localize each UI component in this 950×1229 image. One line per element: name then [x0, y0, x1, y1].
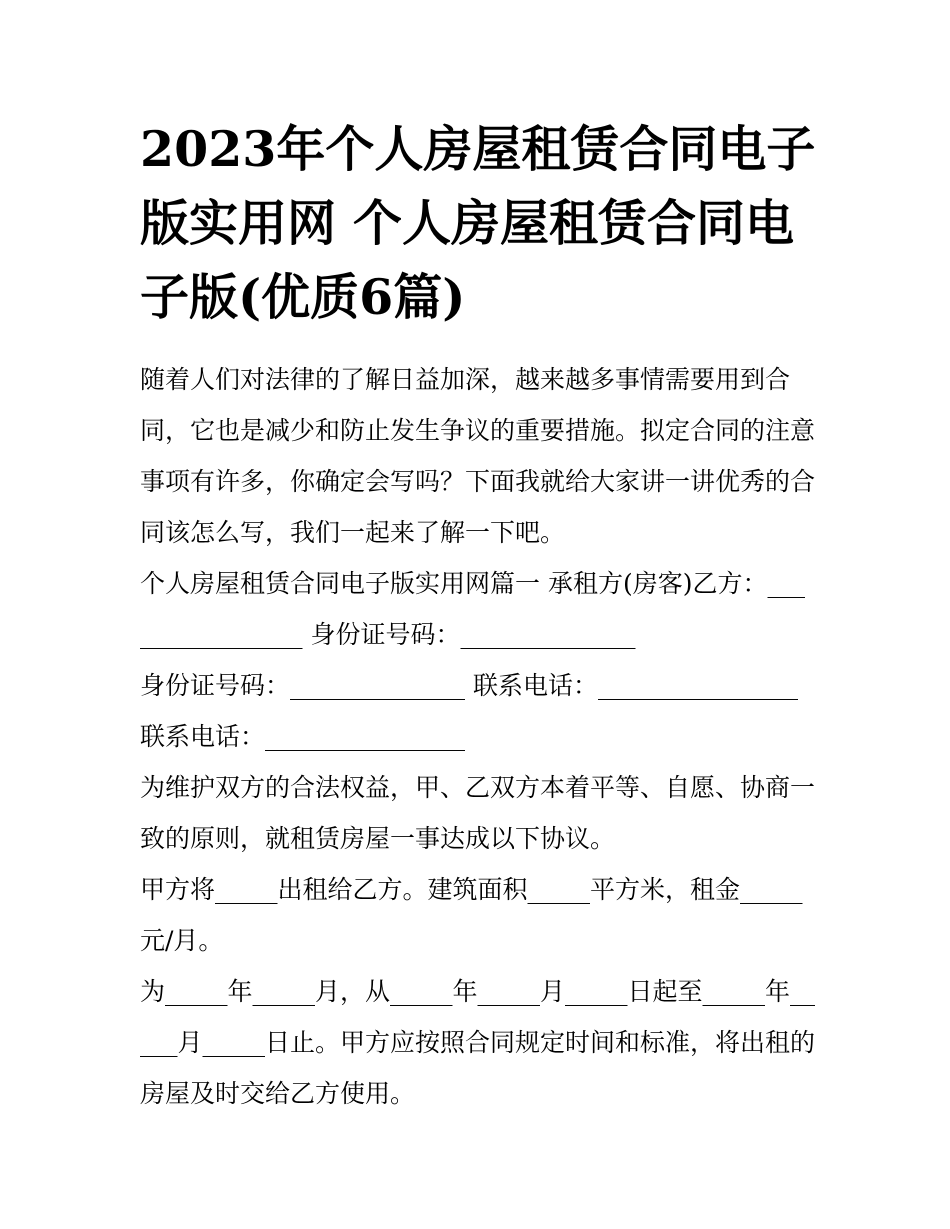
agreement-principle-paragraph: 为维护双方的合法权益，甲、乙双方本着平等、自愿、协商一致的原则，就租赁房屋一事达成以下协议。: [140, 773, 816, 853]
lease-period-paragraph: 为_____年_____月，从_____年_____月_____日起至_____年_____月_____日止。甲方应按照合同规定时间和标准，将出租的房屋及时交给乙方使用。: [140, 977, 816, 1108]
document-title: 2023年个人房屋租赁合同电子版实用网 个人房屋租赁合同电子版(优质6篇): [140, 120, 816, 326]
property-terms-paragraph: 甲方将_____出租给乙方。建筑面积_____平方米，租金_____元/月。: [140, 875, 803, 955]
tenant-info-paragraph: 个人房屋租赁合同电子版实用网篇一 承租方(房客)乙方：________________ 身份证号码：______________: [140, 569, 805, 649]
document-page: [140, 112, 816, 1119]
document-body: [140, 354, 816, 1119]
intro-paragraph: 随着人们对法律的了解日益加深，越来越多事情需要用到合同，它也是减少和防止发生争议的重要措施。拟定合同的注意事项有许多，你确定会写吗？下面我就给大家讲一讲优秀的合同该怎么写，我们一起来了解一下吧。: [140, 365, 816, 547]
contact-info-paragraph: 身份证号码：______________ 联系电话：________________ 联系电话：________________: [140, 671, 798, 751]
